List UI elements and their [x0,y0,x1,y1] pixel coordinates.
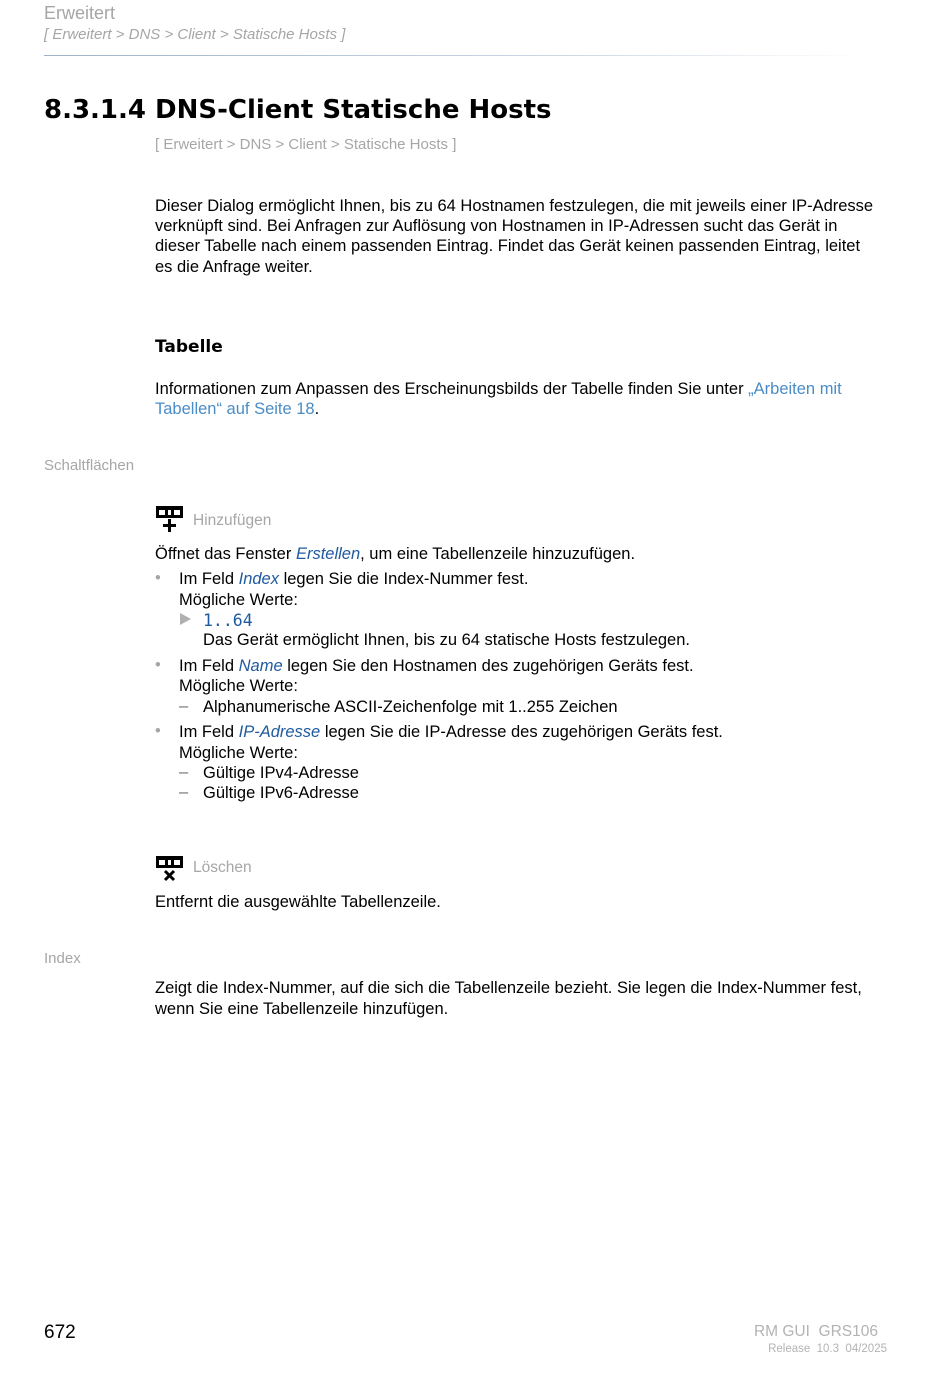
tabelle-link-part2[interactable]: Tabellen“ auf Seite 18 [155,400,315,418]
tabelle-link-part1[interactable]: „Arbeiten mit [748,380,842,398]
section-number: 8.3.1.4 [44,95,146,125]
index-description-line: Zeigt die Index-Nummer, auf die sich die Tabellenzeile bezieht. Sie legen die Index-Nummer fest, [155,979,862,997]
field-ref-ip-adresse: IP-Adresse [238,723,321,741]
table-add-icon [155,505,185,533]
add-desc-post: , um eine Tabellenzeile hinzuzufügen. [360,545,636,563]
list-item-name [179,656,694,676]
running-header-title: Erweitert [44,3,116,23]
bullet: • [155,569,161,587]
item-post: legen Sie die Index-Nummer fest. [278,570,529,588]
section-title: DNS-Client Statische Hosts [155,95,552,125]
delete-description: Entfernt die ausgewählte Tabellenzeile. [155,893,441,911]
delete-button-label: Löschen [193,859,252,876]
intro-line: es die Anfrage weiter. [155,258,313,276]
list-item-ip-adresse [179,722,723,742]
item-pre: Im Feld [179,657,239,675]
bullet: • [155,722,161,740]
bullet: • [155,656,161,674]
item-pre: Im Feld [179,570,239,588]
index-description-line: wenn Sie eine Tabellenzeile hinzufügen. [155,1000,449,1018]
value-description: Das Gerät ermöglicht Ihnen, bis zu 64 statische Hosts festzulegen. [203,631,690,649]
values-label: Mögliche Werte: [179,677,298,695]
field-ref-name: Name [238,657,283,675]
side-label-schaltflaechen: Schaltflächen [44,457,135,474]
list-item-index [179,569,528,589]
value-item: Gültige IPv6-Adresse [203,784,359,802]
value-item: Alphanumerische ASCII-Zeichenfolge mit 1..255 Zeichen [203,698,618,716]
dash-bullet: – [179,763,189,781]
intro-line: verknüpft sind. Bei Anfragen zur Auflösung von Hostnamen in IP-Adressen sucht das Gerät in [155,217,838,235]
tabelle-text-post: . [314,400,320,418]
header-divider [44,55,864,56]
intro-line: dieser Tabelle nach einem passenden Eintrag. Findet das Gerät keinen passenden Eintrag, leitet [155,237,861,255]
side-label-index: Index [44,950,81,967]
dash-bullet: – [179,697,189,715]
add-desc-pre: Öffnet das Fenster [155,545,296,563]
add-description [155,544,635,564]
value-item: Gültige IPv4-Adresse [203,764,359,782]
values-label: Mögliche Werte: [179,591,298,609]
page-number: 672 [44,1322,76,1343]
dash-bullet: – [179,783,189,801]
values-label: Mögliche Werte: [179,744,298,762]
tabelle-text-pre: Informationen zum Anpassen des Erscheinungsbilds der Tabelle finden Sie unter [155,380,749,398]
field-ref-index: Index [238,570,279,588]
intro-line: Dieser Dialog ermöglicht Ihnen, bis zu 64 Hostnamen festzulegen, die mit jeweils einer IP-Adresse [155,197,874,215]
field-ref-erstellen: Erstellen [295,545,361,563]
add-button-label: Hinzufügen [193,512,272,529]
triangle-bullet-icon [180,613,191,625]
running-header-breadcrumb: [ Erweitert > DNS > Client > Statische Hosts ] [44,26,346,43]
item-post: legen Sie den Hostnamen des zugehörigen Geräts fest. [282,657,694,675]
footer-doc-title: RM GUI GRS106 [753,1323,878,1340]
value-code: 1..64 [203,611,253,630]
item-post: legen Sie die IP-Adresse des zugehörigen Geräts fest. [320,723,723,741]
section-breadcrumb: [ Erweitert > DNS > Client > Statische Hosts ] [155,136,457,153]
item-pre: Im Feld [179,723,239,741]
footer-release: Release 10.3 04/2025 [768,1343,887,1355]
table-delete-icon [155,855,185,883]
tabelle-text-cont [155,399,319,419]
subheading-tabelle: Tabelle [155,337,223,357]
tabelle-text [155,379,842,399]
